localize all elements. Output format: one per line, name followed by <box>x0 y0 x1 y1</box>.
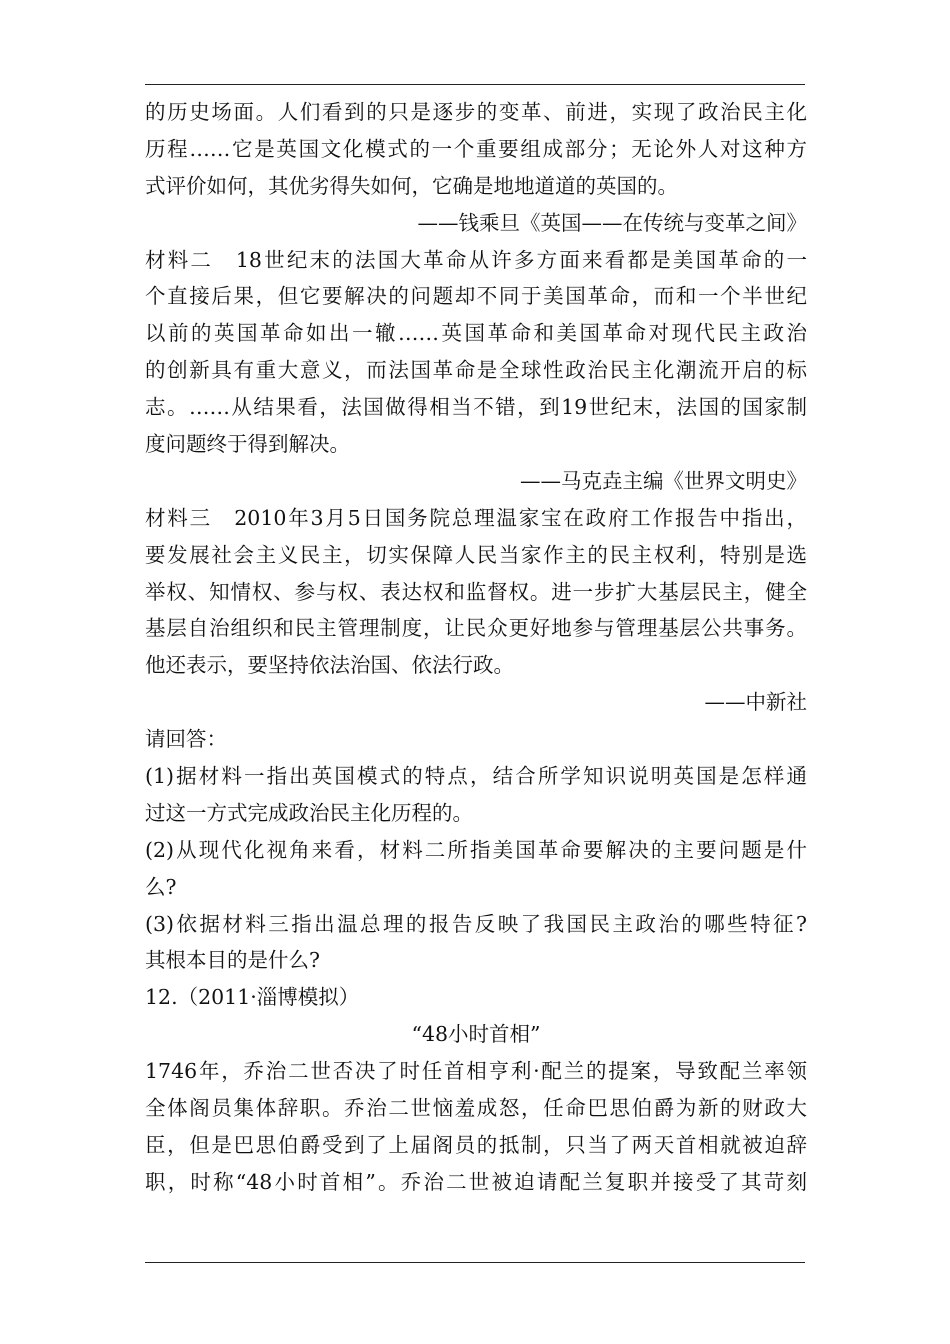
text-line: 职，时称“48小时首相”。乔治二世被迫请配兰复职并接受了其苛刻 <box>145 1169 807 1194</box>
text-line: 的历史场面。人们看到的只是逐步的变革、前进，实现了政治民主化 <box>145 100 807 124</box>
text-line: 以前的英国革命如出一辙……英国革命和美国革命对现代民主政治 <box>145 321 807 346</box>
text-line: 历程……它是英国文化模式的一个重要组成部分；无论外人对这种方 <box>145 136 807 161</box>
text-line: ——钱乘旦《英国——在传统与变革之间》 <box>417 210 807 235</box>
text-line: 12.（2011·淄博模拟） <box>145 985 360 1010</box>
text-line: (3)依据材料三指出温总理的报告反映了我国民主政治的哪些特征? <box>145 911 807 936</box>
text-line: 举权、知情权、参与权、表达权和监督权。进一步扩大基层民主，健全 <box>145 579 807 604</box>
text-line: 臣，但是巴思伯爵受到了上届阁员的抵制，只当了两天首相就被迫辞 <box>145 1132 807 1157</box>
text-line: 志。……从结果看，法国做得相当不错，到19世纪末，法国的国家制 <box>145 395 807 420</box>
text-line: 全体阁员集体辞职。乔治二世恼羞成怒，任命巴思伯爵为新的财政大 <box>145 1096 807 1121</box>
text-line: 他还表示，要坚持依法治国、依法行政。 <box>145 653 514 678</box>
header-rule <box>145 84 805 85</box>
text-line: (2)从现代化视角来看，材料二所指美国革命要解决的主要问题是什 <box>145 837 807 862</box>
text-line: 请回答： <box>145 727 227 752</box>
document-body <box>145 94 807 1201</box>
text-line: ——中新社 <box>704 690 807 715</box>
text-line: 个直接后果，但它要解决的问题却不同于美国革命，而和一个半世纪 <box>145 284 807 309</box>
text-line: (1)据材料一指出英国模式的特点，结合所学知识说明英国是怎样通 <box>145 764 807 789</box>
text-line: “48小时首相” <box>411 1022 541 1047</box>
text-line: 度问题终于得到解决。 <box>145 432 350 457</box>
footer-rule <box>145 1262 805 1263</box>
text-line: 材料三 2010年3月5日国务院总理温家宝在政府工作报告中指出， <box>145 505 807 530</box>
text-line: 么? <box>145 874 177 899</box>
text-line: 其根本目的是什么? <box>145 948 320 973</box>
text-line: 过这一方式完成政治民主化历程的。 <box>145 800 473 825</box>
text-line: 1746年，乔治二世否决了时任首相亨利·配兰的提案，导致配兰率领 <box>145 1059 807 1084</box>
text-line: ——马克垚主编《世界文明史》 <box>520 468 807 493</box>
text-line: 材料二 18世纪末的法国大革命从许多方面来看都是美国革命的一 <box>145 247 807 272</box>
text-line: 的创新具有重大意义，而法国革命是全球性政治民主化潮流开启的标 <box>145 358 807 383</box>
text-line: 式评价如何，其优劣得失如何，它确是地地道道的英国的。 <box>145 173 678 198</box>
text-line: 基层自治组织和民主管理制度，让民众更好地参与管理基层公共事务。 <box>145 616 807 641</box>
text-line: 要发展社会主义民主，切实保障人民当家作主的民主权利，特别是选 <box>145 542 807 567</box>
